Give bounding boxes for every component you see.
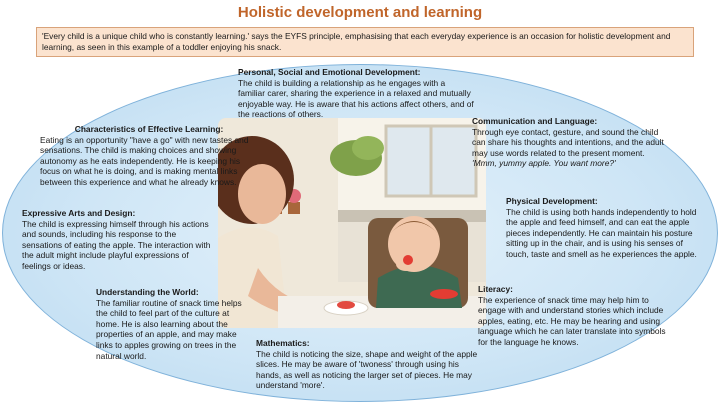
area-body: Through eye contact, gesture, and sound the child can share his thoughts and intentions, and the adult may use words related to the present moment.: [472, 126, 664, 158]
area-body: The child is building a relationship as he engages with a familiar carer, sharing the experience in a relaxed and mutually enjoyable way. He is aware that his actions affect others, and of the reactions of others.: [238, 77, 474, 120]
area-understanding-world: [96, 287, 250, 361]
intro-quote-box: 'Every child is a unique child who is constantly learning.' says the EYFS principle, emphasising that each everyday experience is an occasion for holistic development and learning, as seen in this example of a toddler enjoying his snack.: [36, 27, 694, 57]
area-expressive-arts-design: [22, 208, 218, 272]
area-heading: Understanding the World:: [96, 287, 199, 297]
snack-photo: [218, 118, 486, 328]
area-body: The child is expressing himself through his actions and sounds, including his response to the sensations of eating the apple. The interaction with the adult might include playful expressions of feelings or ideas.: [22, 218, 211, 271]
area-heading: Personal, Social and Emotional Development:: [238, 67, 421, 77]
area-quote: 'Mmm, yummy apple. You want more?': [472, 158, 616, 169]
area-body: The child is noticing the size, shape and weight of the apple slices. He may be aware of 'twoness' through using his hands, as well as noticing the larger set of pieces. He may understand 'more'.: [256, 348, 478, 391]
area-heading: Characteristics of Effective Learning:: [74, 124, 224, 134]
area-body: The familiar routine of snack time helps the child to feel part of the culture at home. He is also learning about the properties of an apple, and may make links to apples growing on trees in the natural world.: [96, 297, 242, 361]
area-body: The child is using both hands independently to hold the apple and feed himself, and can eat the apple pieces independently. He can maintain his posture sitting up in the chair, and is using his senses of touch, taste and smell as he experiences the apple.: [506, 206, 697, 259]
snack-photo-illustration: [218, 118, 486, 328]
area-communication-language: [472, 116, 666, 169]
area-characteristics-effective-learning: [40, 124, 258, 188]
area-heading: Literacy:: [478, 284, 513, 294]
page-title: Holistic development and learning: [237, 4, 483, 21]
area-body: The experience of snack time may help him to engage with and understand stories which include apples, eating, etc. He may be hearing and using language which he can later translate into symbols for the language he knows.: [478, 294, 666, 347]
area-body: Eating is an opportunity "have a go" with new tastes and sensations. The child is making choices and showing autonomy as he eats independently. He is keeping his focus on what he is doing, and is making mental links between this experience and what he already knows.: [40, 134, 249, 187]
area-heading: Expressive Arts and Design:: [22, 208, 136, 218]
area-heading: Physical Development:: [506, 196, 598, 206]
area-literacy: [478, 284, 674, 348]
area-personal-social-emotional: [238, 67, 474, 120]
area-physical-development: [506, 196, 704, 260]
area-mathematics: [256, 338, 484, 391]
area-heading: Communication and Language:: [472, 116, 598, 126]
area-heading: Mathematics:: [256, 338, 310, 348]
